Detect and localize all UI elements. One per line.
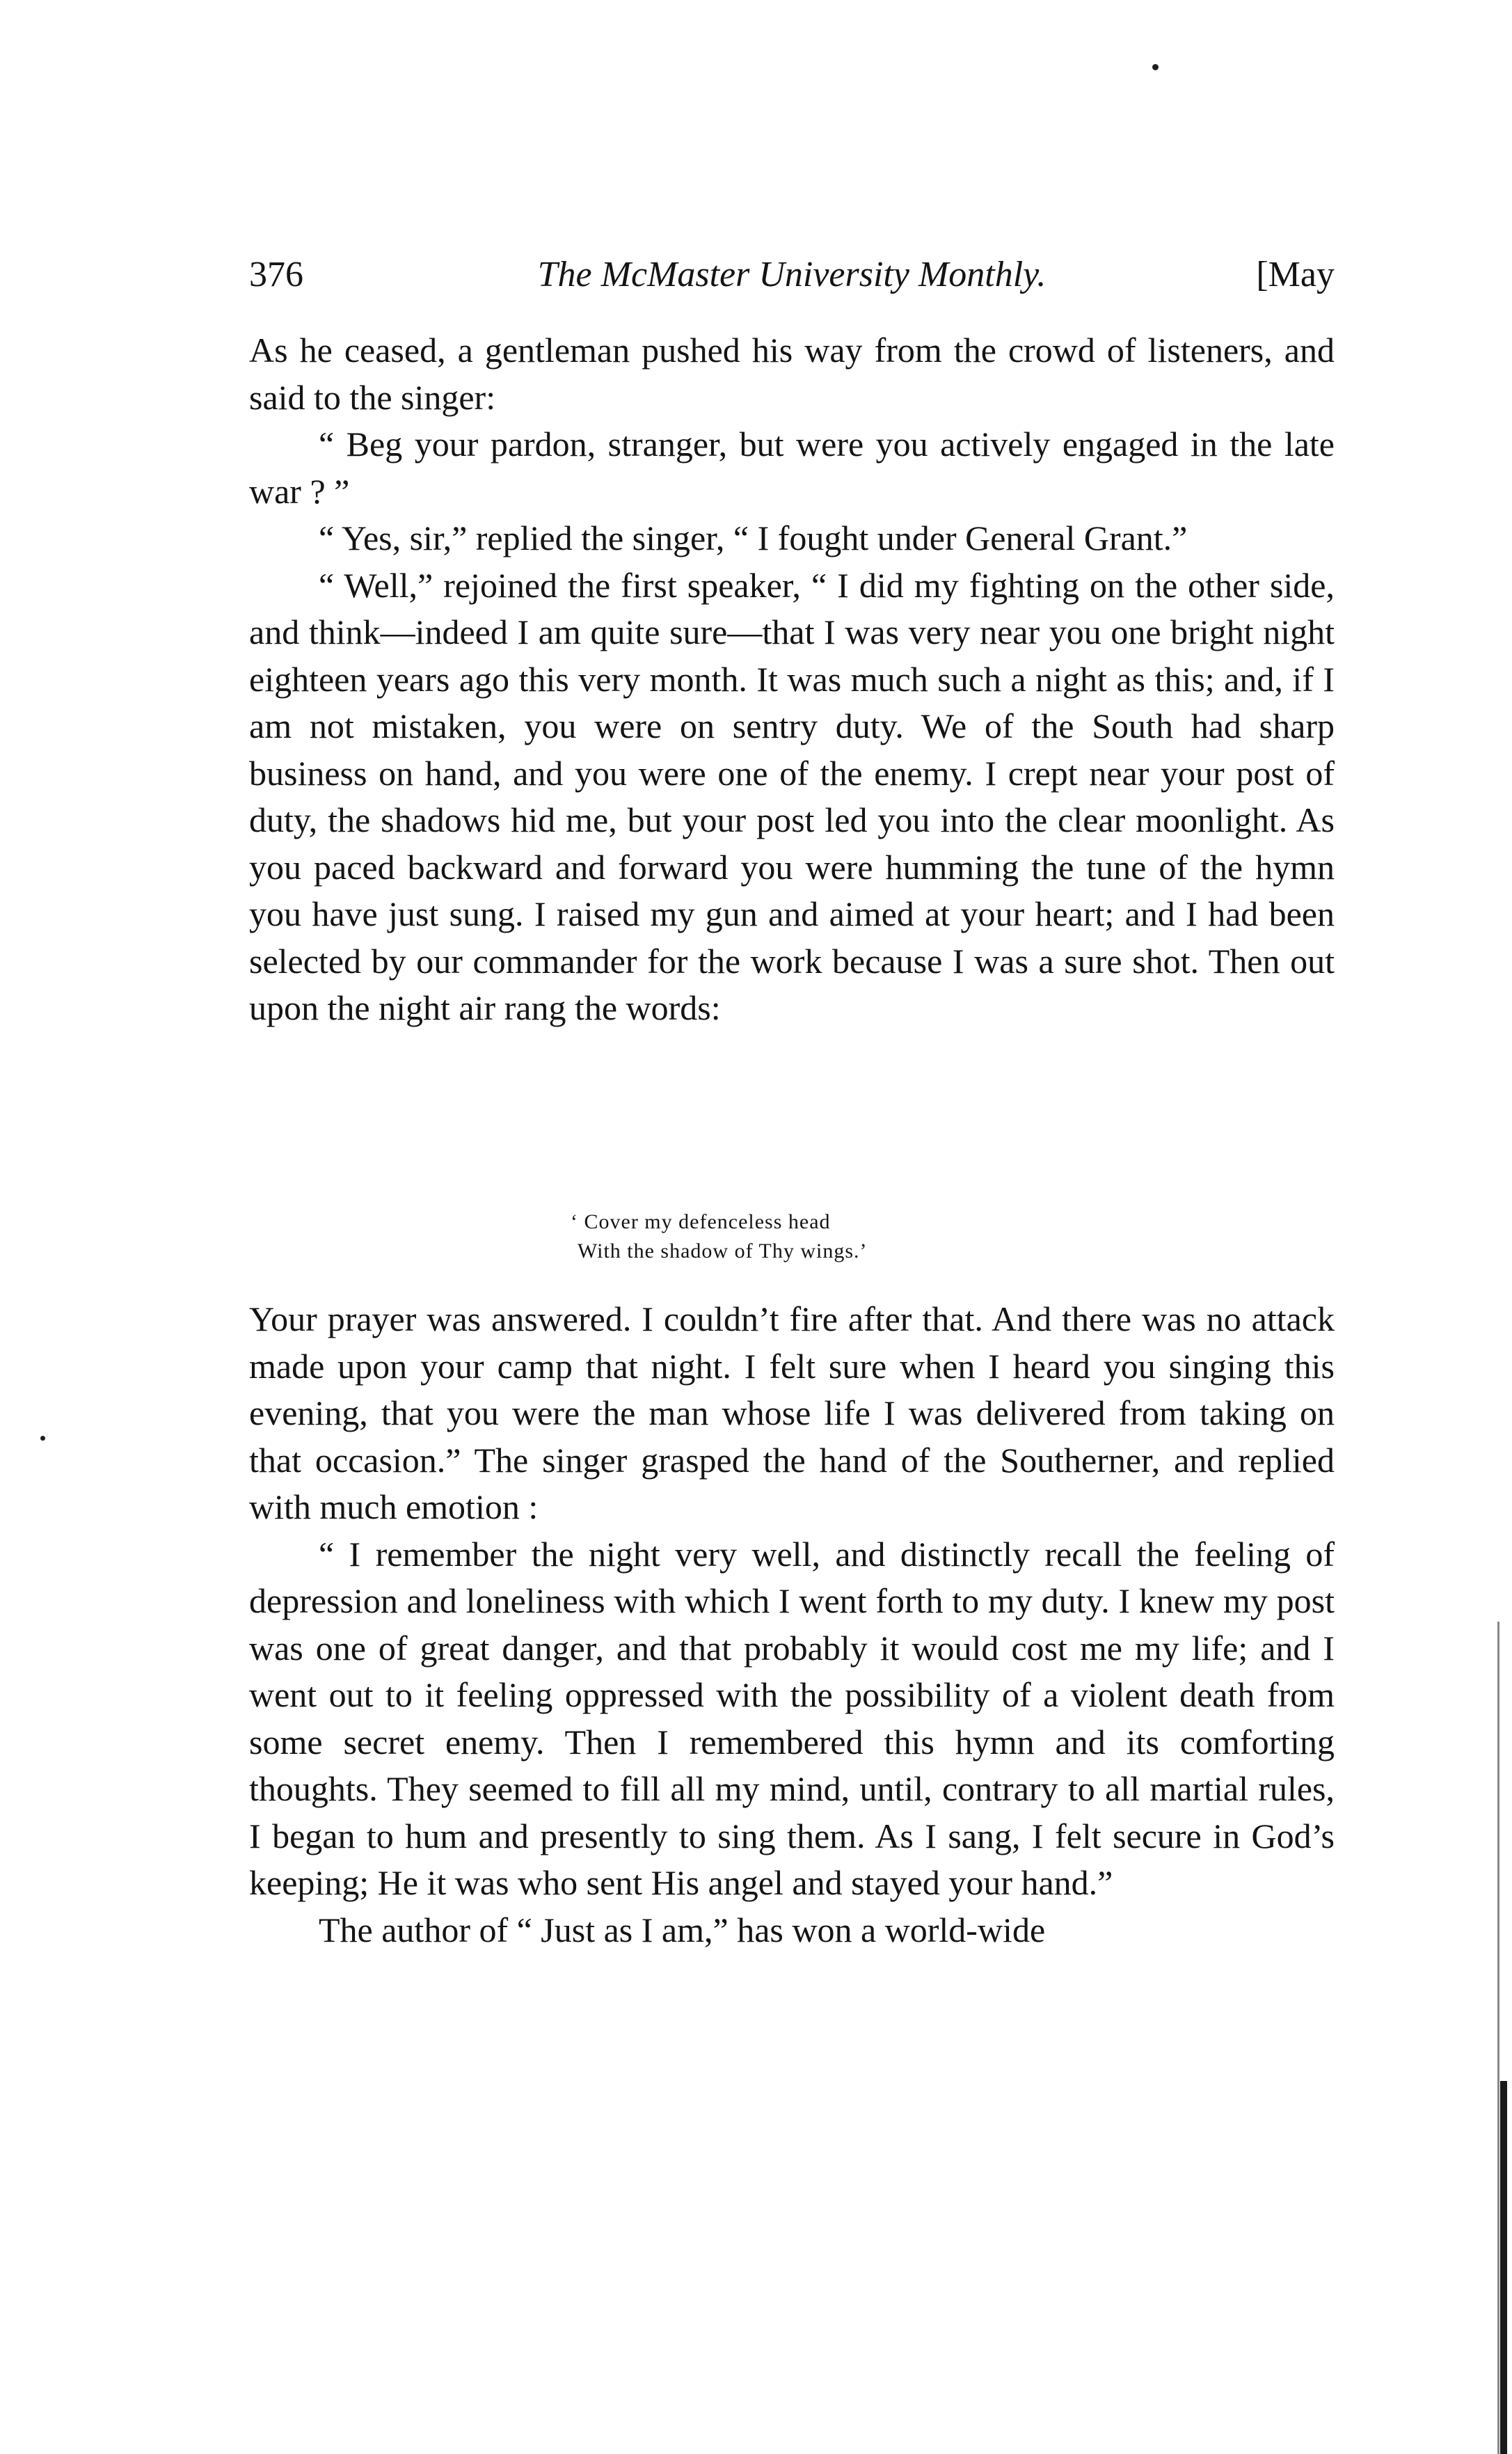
ink-speck-top xyxy=(1152,64,1159,70)
binding-edge-line xyxy=(1497,1622,1499,2454)
paragraph: As he ceased, a gentleman pushed his way from the crowd of listeners, and said to the singer: xyxy=(249,331,1335,417)
journal-title: The McMaster University Monthly. xyxy=(537,255,1047,294)
paragraph: “ Yes, sir,” replied the singer, “ I fought under General Grant.” xyxy=(319,518,1188,557)
verse-line: With the shadow of Thy wings.’ xyxy=(578,1240,868,1262)
paragraph: “ Well,” rejoined the first speaker, “ I did my fighting on the other side, and think—indeed I am quite sure—that I was very near you one bright night eighteen years ago this very month. It was much such a night as this; and, if I am not mistaken, you were on sentry duty. We of the South had sharp business on hand, and you were one of the enemy. I crept near your post of duty, the shadows hid me, but your post led you into the clear moonlight. As you paced backward and forward you were humming the tune of the hymn you have just sung. I raised my gun and aimed at your heart; and I had been selected by our commander for the work because I was a sure shot. Then out upon the night air rang the words: xyxy=(249,565,1335,1027)
running-header xyxy=(249,247,1335,303)
page-number: 376 xyxy=(249,255,303,294)
paragraph: The author of “ Just as I am,” has won a world-wide xyxy=(319,1910,1046,1949)
paragraph: “ I remember the night very well, and distinctly recall the feeling of depression and loneliness with which I went forth to my duty. I knew my post was one of great danger, and that probably it would cost me my life; and I went out to it feeling oppressed with the possibility of a violent death from some secret enemy. Then I remembered this hymn and its comforting thoughts. They seemed to fill all my mind, until, contrary to all martial rules, I began to hum and presently to sing them. As I sang, I felt secure in God’s keeping; He it was who sent His angel and stayed your hand.” xyxy=(249,1534,1335,1902)
issue-month: [May xyxy=(1256,255,1335,294)
paragraph: “ Beg your pardon, stranger, but were you actively engaged in the late war ? ” xyxy=(249,425,1335,511)
text-block-bottom xyxy=(249,1296,1335,1954)
text-block-top xyxy=(249,327,1335,1032)
verse-line: ‘ Cover my defenceless head xyxy=(571,1210,831,1233)
ink-speck-left xyxy=(40,1436,45,1441)
paragraph: Your prayer was answered. I couldn’t fire after that. And there was no attack made upon your camp that night. I felt sure when I heard you singing this evening, that you were the man whose life I was delivered from taking on that occasion.” The singer grasped the hand of the Southerner, and replied with much emotion : xyxy=(249,1299,1335,1526)
hymn-quotation xyxy=(571,1208,868,1266)
binding-edge-shadow xyxy=(1500,2081,1507,2454)
